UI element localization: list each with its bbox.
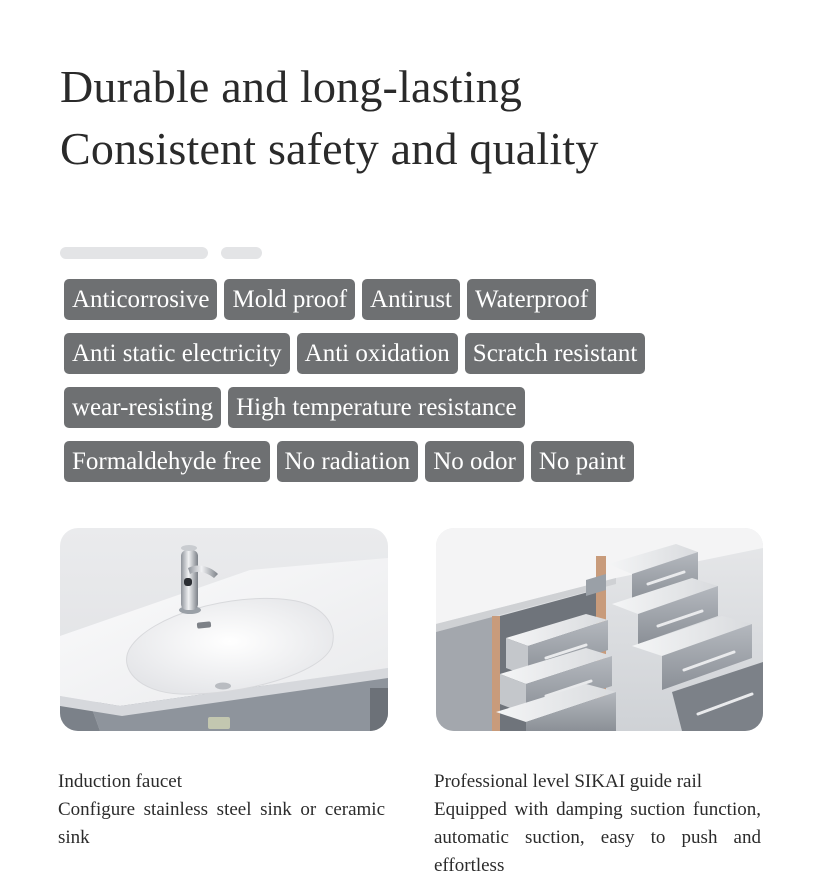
sink-faucet-photo	[60, 528, 388, 731]
tag-row	[64, 441, 764, 482]
tag-waterproof: Waterproof	[467, 279, 596, 320]
tag-row	[64, 333, 764, 374]
tag-antirust: Antirust	[362, 279, 460, 320]
feature-caption-guide-rail	[434, 768, 761, 880]
feature-title: Professional level SIKAI guide rail	[434, 771, 703, 792]
tag-no-paint: No paint	[531, 441, 634, 482]
headline-line-2: Consistent safety and quality	[60, 123, 599, 174]
tag-no-radiation: No radiation	[277, 441, 419, 482]
headline	[60, 56, 599, 180]
feature-description: Equipped with damping suction function, automatic suction, easy to push and effortless	[434, 799, 761, 876]
tag-formaldehyde-free: Formaldehyde free	[64, 441, 270, 482]
feature-tags	[64, 279, 764, 495]
tag-high-temperature: High temperature resistance	[228, 387, 524, 428]
tag-mold-proof: Mold proof	[224, 279, 355, 320]
divider-bar-short	[221, 247, 262, 259]
tag-no-odor: No odor	[425, 441, 524, 482]
tag-anticorrosive: Anticorrosive	[64, 279, 217, 320]
feature-description: Configure stainless steel sink or ceramic sink	[58, 799, 385, 848]
headline-line-1: Durable and long-lasting	[60, 61, 523, 112]
tag-row	[64, 279, 764, 320]
tag-row	[64, 387, 764, 428]
tag-anti-static: Anti static electricity	[64, 333, 290, 374]
tag-wear-resisting: wear-resisting	[64, 387, 221, 428]
divider-bar-long	[60, 247, 208, 259]
feature-title: Induction faucet	[58, 771, 182, 792]
drawers-guide-rail-photo	[436, 528, 763, 731]
tag-scratch-resistant: Scratch resistant	[465, 333, 646, 374]
feature-caption-faucet	[58, 768, 385, 852]
tag-anti-oxidation: Anti oxidation	[297, 333, 458, 374]
